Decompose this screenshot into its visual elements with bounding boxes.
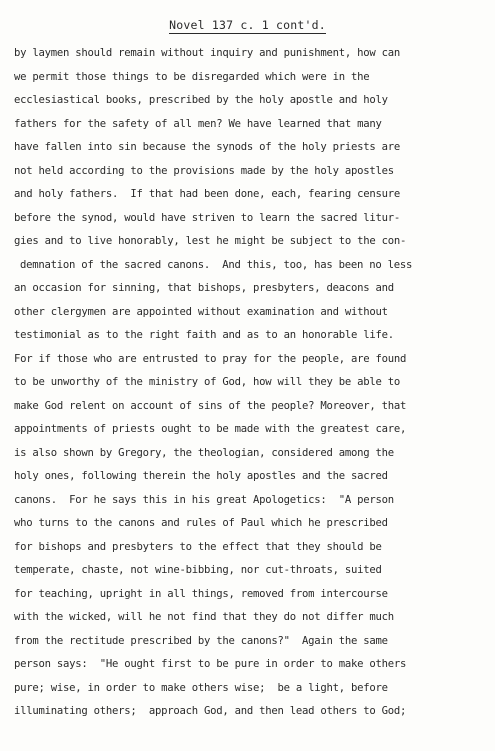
text-line: have fallen into sin because the synods of the holy priests are xyxy=(14,141,401,153)
text-line: person says: "He ought first to be pure in order to make others xyxy=(14,658,407,670)
text-line: gies and to live honorably, lest he might be subject to the con- xyxy=(14,235,407,247)
text-line: before the synod, would have striven to learn the sacred litur- xyxy=(14,211,401,224)
page-heading-text: Novel 137 c. 1 cont'd. xyxy=(169,18,326,32)
text-line: with the wicked, will he not find that they do not differ much xyxy=(14,611,394,623)
text-line: other clergymen are appointed without examination and without xyxy=(14,305,388,318)
text-line: who turns to the canons and rules of Paul which he prescribed xyxy=(14,517,388,529)
text-line: holy ones, following therein the holy apostles and the sacred xyxy=(14,470,388,482)
text-line: canons. For he says this in his great Apologetics: "A person xyxy=(14,493,394,506)
text-line: by laymen should remain without inquiry and punishment, how can xyxy=(14,47,401,59)
text-line: an occasion for sinning, that bishops, presbyters, deacons and xyxy=(14,282,394,294)
text-line: for bishops and presbyters to the effect that they should be xyxy=(14,540,382,553)
text-line: is also shown by Gregory, the theologian, considered among the xyxy=(14,446,394,459)
text-line: demnation of the sacred canons. And this, too, has been no less xyxy=(20,258,413,271)
page-heading xyxy=(0,18,495,32)
text-line: For if those who are entrusted to pray for the people, are found xyxy=(14,352,407,365)
text-line: not held according to the provisions made by the holy apostles xyxy=(14,164,394,177)
text-line: and holy fathers. If that had been done, each, fearing censure xyxy=(14,188,401,200)
text-line: appointments of priests ought to be made with the greatest care, xyxy=(14,423,407,435)
text-line: we permit those things to be disregarded which were in the xyxy=(14,70,370,83)
text-line: pure; wise, in order to make others wise; be a light, before xyxy=(14,681,388,694)
body-text xyxy=(14,42,484,724)
text-line: ecclesiastical books, prescribed by the holy apostle and holy xyxy=(14,94,388,106)
text-line: for teaching, upright in all things, removed from intercourse xyxy=(14,587,388,600)
text-line: illuminating others; approach God, and then lead others to God; xyxy=(14,705,407,717)
text-line: temperate, chaste, not wine-bibbing, nor cut-throats, suited xyxy=(14,564,382,576)
text-line: make God relent on account of sins of the people? Moreover, that xyxy=(14,399,407,412)
text-line: from the rectitude prescribed by the canons?" Again the same xyxy=(14,634,388,647)
text-line: testimonial as to the right faith and as to an honorable life. xyxy=(14,329,394,341)
text-line: to be unworthy of the ministry of God, how will they be able to xyxy=(14,376,401,388)
text-line: fathers for the safety of all men? We have learned that many xyxy=(14,117,382,130)
